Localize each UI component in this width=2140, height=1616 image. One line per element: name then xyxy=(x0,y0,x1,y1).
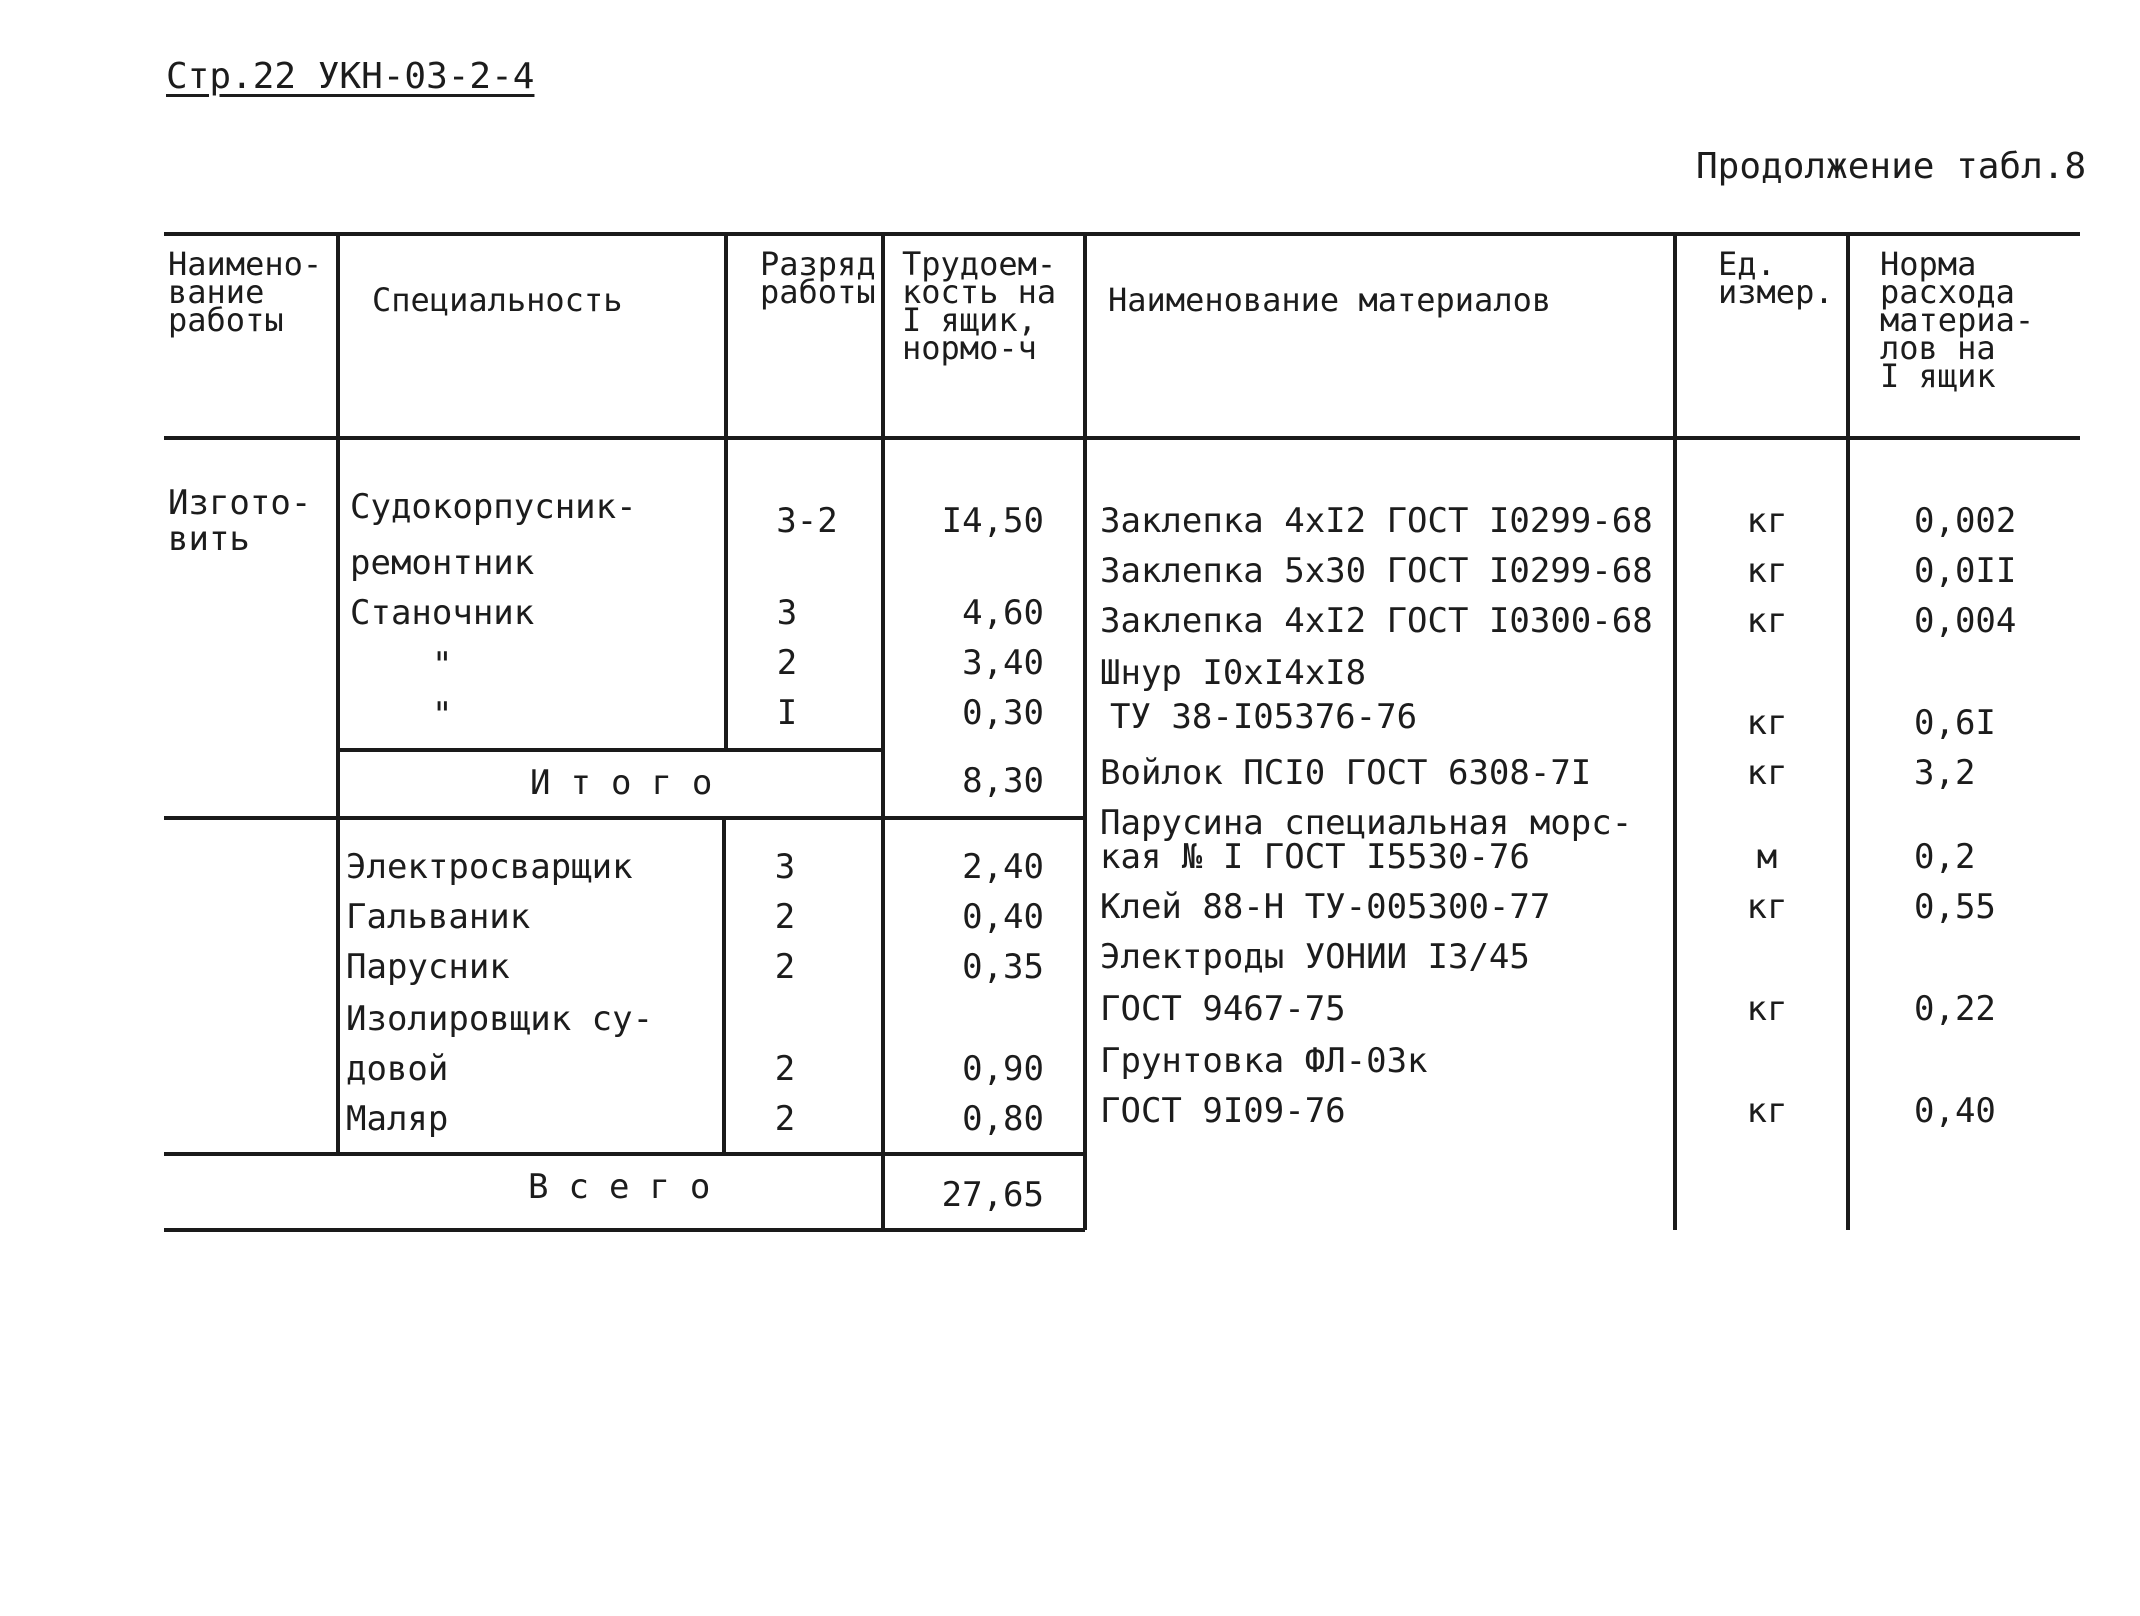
grade-cell: 2 xyxy=(776,643,798,683)
specialty-cell: ремонтник xyxy=(350,543,535,583)
specialty-cell: Гальваник xyxy=(346,897,531,937)
specialty-cell: Станочник xyxy=(350,593,535,633)
material-norm: 0,55 xyxy=(1914,887,1996,927)
material-unit: кг xyxy=(1746,887,1788,927)
specialty-cell: Маляр xyxy=(346,1099,449,1139)
material-norm: 0,0II xyxy=(1914,551,2017,591)
material-unit: кг xyxy=(1746,501,1788,541)
labor-cell: 0,35 xyxy=(962,947,1044,987)
header-norm: Норма расхода материа- лов на I ящик xyxy=(1880,245,2035,395)
material-name: ТУ 38-I05376-76 xyxy=(1110,697,1418,737)
subtotal-top-rule xyxy=(336,748,885,752)
header-work-name: Наимено- вание работы xyxy=(168,245,323,339)
material-unit: кг xyxy=(1746,703,1788,743)
total-bottom-rule xyxy=(164,1228,1085,1232)
material-unit: кг xyxy=(1746,1091,1788,1131)
specialty-cell: " xyxy=(432,645,453,685)
header-labor: Трудоем- кость на I ящик, нормо-ч xyxy=(902,245,1057,367)
labor-cell: I4,50 xyxy=(941,501,1044,541)
grade-cell: I xyxy=(776,693,798,733)
labor-cell: 0,80 xyxy=(962,1099,1044,1139)
page-reference: Стр.22 УКН-03-2-4 xyxy=(166,56,535,97)
material-name: Заклепка 4хI2 ГОСТ I0300-68 xyxy=(1100,601,1653,641)
total-value: 27,65 xyxy=(941,1175,1044,1215)
subtotal-bottom-rule xyxy=(164,816,1085,820)
material-norm: 0,2 xyxy=(1914,837,1976,877)
header-unit: Ед. измер. xyxy=(1718,245,1834,311)
header-bottom-rule xyxy=(164,436,2080,440)
material-norm: 0,22 xyxy=(1914,989,1996,1029)
material-unit: м xyxy=(1756,837,1778,877)
total-label: Всего xyxy=(528,1167,731,1207)
material-norm: 0,6I xyxy=(1914,703,1996,743)
grade-cell: 3-2 xyxy=(776,501,838,541)
specialty-cell: " xyxy=(432,695,453,735)
material-name: ГОСТ 9467-75 xyxy=(1100,989,1346,1029)
material-name: Парусина специальная морс- xyxy=(1100,803,1633,843)
labor-cell: 0,30 xyxy=(962,693,1044,733)
material-unit: кг xyxy=(1746,601,1788,641)
material-name: Заклепка 4хI2 ГОСТ I0299-68 xyxy=(1100,501,1653,541)
material-norm: 0,004 xyxy=(1914,601,2017,641)
labor-cell: 0,90 xyxy=(962,1049,1044,1089)
table-top-rule xyxy=(164,232,2080,236)
specialty-cell: довой xyxy=(346,1049,449,1089)
grade-cell: 3 xyxy=(774,847,796,887)
material-unit: кг xyxy=(1746,753,1788,793)
material-name: Войлок ПСI0 ГОСТ 6308-7I xyxy=(1100,753,1592,793)
header-specialty: Специальность xyxy=(372,281,623,319)
col-divider-4 xyxy=(1083,234,1087,1230)
material-norm: 0,40 xyxy=(1914,1091,1996,1131)
material-norm: 0,002 xyxy=(1914,501,2017,541)
material-name: ГОСТ 9I09-76 xyxy=(1100,1091,1346,1131)
specialty-cell: Парусник xyxy=(346,947,510,987)
grade-cell: 2 xyxy=(774,1099,796,1139)
labor-cell: 2,40 xyxy=(962,847,1044,887)
specialty-cell: Изолировщик су- xyxy=(346,999,654,1039)
work-name-line: вить xyxy=(168,519,250,559)
material-name: кая № I ГОСТ I5530-76 xyxy=(1100,837,1530,877)
header-grade: Разряд работы xyxy=(760,245,876,311)
material-name: Заклепка 5х30 ГОСТ I0299-68 xyxy=(1100,551,1653,591)
col-divider-1 xyxy=(336,234,340,1154)
material-norm: 3,2 xyxy=(1914,753,1976,793)
material-name: Клей 88-Н ТУ-005300-77 xyxy=(1100,887,1551,927)
grade-cell: 2 xyxy=(774,1049,796,1089)
col-divider-5 xyxy=(1673,234,1677,1230)
material-name: Грунтовка ФЛ-03к xyxy=(1100,1041,1428,1081)
header-material: Наименование материалов xyxy=(1108,281,1552,319)
grade-cell: 2 xyxy=(774,897,796,937)
labor-cell: 4,60 xyxy=(962,593,1044,633)
grade-cell: 3 xyxy=(776,593,798,633)
material-name: Шнур I0хI4хI8 xyxy=(1100,653,1367,693)
labor-cell: 0,40 xyxy=(962,897,1044,937)
specialty-cell: Электросварщик xyxy=(346,847,633,887)
material-name: Электроды УОНИИ I3/45 xyxy=(1100,937,1530,977)
work-name-line: Изгото- xyxy=(168,483,312,523)
col-divider-3 xyxy=(881,234,885,1230)
grade-cell: 2 xyxy=(774,947,796,987)
total-top-rule xyxy=(164,1152,1085,1156)
material-unit: кг xyxy=(1746,989,1788,1029)
material-unit: кг xyxy=(1746,551,1788,591)
labor-cell: 3,40 xyxy=(962,643,1044,683)
specialty-cell: Судокорпусник- xyxy=(350,487,637,527)
table-continuation-label: Продолжение табл.8 xyxy=(1696,146,2087,187)
subtotal-label: Итого xyxy=(530,763,733,803)
subtotal-value: 8,30 xyxy=(962,761,1044,801)
